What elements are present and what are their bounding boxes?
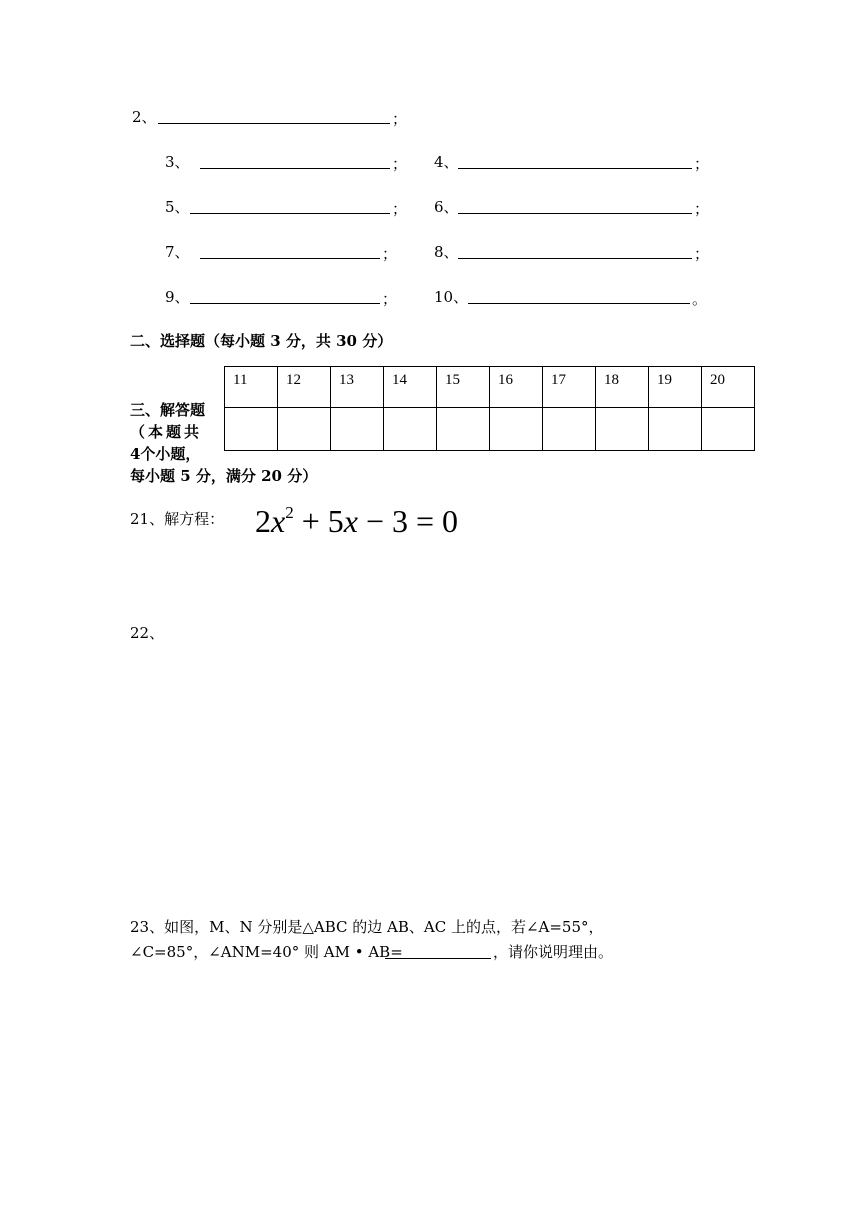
table-header-cell: 17 bbox=[543, 367, 596, 408]
table-header-cell: 12 bbox=[278, 367, 331, 408]
item-7-number: 7、 bbox=[165, 243, 190, 261]
answer-cell[interactable] bbox=[543, 408, 596, 451]
q23-line-2-prefix: ∠C=85°，∠ANM=40° 则 AM • AB= bbox=[130, 943, 403, 961]
item-5-number: 5、 bbox=[165, 198, 190, 216]
item-9-answer-blank[interactable] bbox=[190, 303, 380, 304]
eq-tail: − 3 = 0 bbox=[357, 503, 459, 539]
item-3-number: 3、 bbox=[165, 153, 190, 171]
item-6-end: ； bbox=[694, 200, 710, 218]
item-5-answer-blank[interactable] bbox=[190, 213, 390, 214]
q23-answer-blank[interactable] bbox=[385, 958, 491, 959]
eq-middle: + 5 bbox=[293, 503, 344, 539]
section-2-heading: 二、选择题（每小题 3 分，共 30 分） bbox=[130, 332, 393, 350]
eq-coefficient: 2 bbox=[255, 503, 271, 539]
section-3-heading-line: 每小题 5 分，满分 20 分） bbox=[130, 467, 318, 485]
item-8-end: ； bbox=[694, 245, 710, 263]
q23-line-2-suffix: ，请你说明理由。 bbox=[493, 943, 614, 961]
item-3-end: ； bbox=[392, 155, 408, 173]
q21-equation bbox=[255, 496, 458, 538]
item-7-answer-blank[interactable] bbox=[200, 258, 380, 259]
item-8-answer-blank[interactable] bbox=[458, 258, 692, 259]
item-4-end: ； bbox=[694, 155, 710, 173]
answer-cell[interactable] bbox=[649, 408, 702, 451]
table-header-cell: 11 bbox=[225, 367, 278, 408]
item-4-answer-blank[interactable] bbox=[458, 168, 692, 169]
item-10-answer-blank[interactable] bbox=[468, 303, 690, 304]
eq-variable: x bbox=[271, 503, 286, 539]
section-3-heading-line: （本题共 bbox=[130, 423, 203, 441]
table-header-cell: 19 bbox=[649, 367, 702, 408]
item-4-number: 4、 bbox=[434, 153, 459, 171]
answer-cell[interactable] bbox=[278, 408, 331, 451]
answer-cell[interactable] bbox=[331, 408, 384, 451]
item-6-answer-blank[interactable] bbox=[458, 213, 692, 214]
item-8-number: 8、 bbox=[434, 243, 459, 261]
section-3-heading-line: 三、解答题 bbox=[130, 401, 206, 419]
q21-label: 21、解方程： bbox=[130, 510, 225, 528]
item-9-number: 9、 bbox=[165, 288, 190, 306]
q23-line-1: 23、如图，M、N 分别是△ABC 的边 AB、AC 上的点，若∠A=55°， bbox=[130, 918, 604, 936]
item-9-end: ； bbox=[382, 290, 398, 308]
answer-cell[interactable] bbox=[490, 408, 543, 451]
section-3-heading-line: 4个小题， bbox=[130, 445, 201, 463]
eq-exponent: 2 bbox=[285, 503, 294, 522]
item-2-number: 2、 bbox=[132, 108, 157, 126]
table-header-cell: 18 bbox=[596, 367, 649, 408]
item-7-end: ； bbox=[382, 245, 398, 263]
answer-cell[interactable] bbox=[225, 408, 278, 451]
table-header-cell: 15 bbox=[437, 367, 490, 408]
table-header-cell: 16 bbox=[490, 367, 543, 408]
item-10-end: 。 bbox=[692, 290, 708, 308]
answer-cell[interactable] bbox=[702, 408, 755, 451]
item-2-answer-blank[interactable] bbox=[158, 123, 390, 124]
table-header-cell: 20 bbox=[702, 367, 755, 408]
item-6-number: 6、 bbox=[434, 198, 459, 216]
answer-cell[interactable] bbox=[596, 408, 649, 451]
item-2-end: ； bbox=[392, 110, 408, 128]
answer-cell[interactable] bbox=[384, 408, 437, 451]
eq-variable: x bbox=[343, 503, 358, 539]
table-header-cell: 14 bbox=[384, 367, 437, 408]
item-5-end: ； bbox=[392, 200, 408, 218]
item-10-number: 10、 bbox=[434, 288, 469, 306]
choice-answer-table bbox=[224, 366, 755, 451]
table-header-cell: 13 bbox=[331, 367, 384, 408]
q22-label: 22、 bbox=[130, 624, 165, 642]
answer-cell[interactable] bbox=[437, 408, 490, 451]
item-3-answer-blank[interactable] bbox=[200, 168, 390, 169]
